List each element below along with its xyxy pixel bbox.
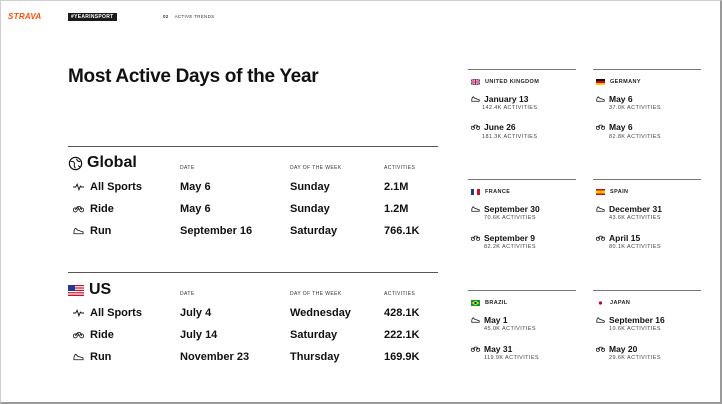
japan-card-title bbox=[596, 300, 630, 306]
shoe-icon bbox=[72, 353, 84, 361]
bike-icon bbox=[596, 346, 605, 352]
sport-label: All Sports bbox=[90, 307, 142, 319]
sport-label: Ride bbox=[90, 329, 114, 341]
pulse-icon bbox=[72, 309, 84, 317]
spain-card-divider bbox=[593, 179, 701, 180]
germany-card-title bbox=[596, 79, 641, 85]
col-header-date: DATE bbox=[180, 291, 195, 297]
year-in-sport-tag: #YEARINSPORT bbox=[68, 13, 117, 21]
brazil-ride-activities: 119.9K ACTIVITIES bbox=[484, 355, 539, 361]
col-header-date: DATE bbox=[180, 165, 195, 171]
sport-label: All Sports bbox=[90, 181, 142, 193]
country-name: SPAIN bbox=[610, 189, 629, 195]
us-heading bbox=[68, 281, 111, 299]
sport-label: Ride bbox=[90, 203, 114, 215]
uk-flag-icon bbox=[471, 79, 480, 85]
us-row-all-sports bbox=[72, 307, 142, 319]
global-row-all-sports bbox=[72, 181, 142, 193]
global-ride-dow: Sunday bbox=[290, 203, 330, 215]
pulse-icon bbox=[72, 183, 84, 191]
us-all-activities: 428.1K bbox=[384, 307, 420, 319]
brazil-ride-date: May 31 bbox=[471, 344, 512, 354]
bike-icon bbox=[596, 124, 605, 130]
us-flag-icon bbox=[68, 285, 84, 296]
country-name: JAPAN bbox=[610, 300, 631, 306]
us-ride-date: July 14 bbox=[180, 329, 218, 341]
bike-icon bbox=[471, 346, 480, 352]
us-run-date: November 23 bbox=[180, 351, 250, 363]
shoe-icon bbox=[596, 317, 605, 323]
shoe-icon bbox=[471, 96, 480, 102]
global-ride-activities: 1.2M bbox=[384, 203, 409, 215]
globe-icon bbox=[68, 156, 83, 171]
us-divider bbox=[68, 272, 438, 273]
spain-run-date: December 31 bbox=[596, 204, 662, 214]
us-row-run bbox=[72, 351, 111, 363]
col-header-activities: ACTIVITIES bbox=[384, 291, 416, 297]
france-card-title bbox=[471, 189, 510, 195]
uk-ride-date: June 26 bbox=[471, 122, 516, 132]
bike-icon bbox=[72, 205, 84, 213]
strava-logo[interactable]: STRAVA bbox=[8, 12, 42, 21]
shoe-icon bbox=[596, 96, 605, 102]
sport-label: Run bbox=[90, 351, 112, 363]
section-name: ACTIVE TRENDS bbox=[174, 14, 215, 19]
global-all-date: May 6 bbox=[180, 181, 211, 193]
global-run-date: September 16 bbox=[180, 225, 253, 237]
us-run-activities: 169.9K bbox=[384, 351, 420, 363]
country-name: UNITED KINGDOM bbox=[485, 79, 540, 85]
global-all-dow: Sunday bbox=[290, 181, 330, 193]
global-run-activities: 766.1K bbox=[384, 225, 420, 237]
country-name: FRANCE bbox=[485, 189, 511, 195]
col-header-dow: DAY OF THE WEEK bbox=[290, 291, 342, 297]
france-ride-date: September 9 bbox=[471, 233, 535, 243]
section-number: 02 bbox=[163, 14, 169, 19]
us-ride-activities: 222.1K bbox=[384, 329, 420, 341]
france-run-activities: 70.6K ACTIVITIES bbox=[484, 215, 536, 221]
germany-flag-icon bbox=[596, 79, 605, 85]
shoe-icon bbox=[72, 227, 84, 235]
japan-run-date: September 16 bbox=[596, 315, 665, 325]
france-flag-icon bbox=[471, 189, 480, 195]
uk-card-title bbox=[471, 79, 539, 85]
spain-ride-date: April 15 bbox=[596, 233, 640, 243]
uk-card-divider bbox=[468, 69, 576, 70]
japan-ride-activities: 29.6K ACTIVITIES bbox=[609, 355, 661, 361]
global-ride-date: May 6 bbox=[180, 203, 211, 215]
country-name: BRAZIL bbox=[485, 300, 508, 306]
germany-run-date: May 6 bbox=[596, 94, 633, 104]
japan-card-divider bbox=[593, 290, 701, 291]
global-run-dow: Saturday bbox=[290, 225, 338, 237]
sport-label: Run bbox=[90, 225, 112, 237]
us-ride-dow: Saturday bbox=[290, 329, 338, 341]
brazil-run-activities: 45.0K ACTIVITIES bbox=[484, 326, 536, 332]
brazil-flag-icon bbox=[471, 300, 480, 306]
page-title: Most Active Days of the Year bbox=[68, 66, 319, 87]
us-run-dow: Thursday bbox=[290, 351, 340, 363]
shoe-icon bbox=[471, 317, 480, 323]
us-row-ride bbox=[72, 329, 114, 341]
germany-run-activities: 37.0K ACTIVITIES bbox=[609, 105, 661, 111]
col-header-activities: ACTIVITIES bbox=[384, 165, 416, 171]
us-all-date: July 4 bbox=[180, 307, 212, 319]
global-all-activities: 2.1M bbox=[384, 181, 409, 193]
bike-icon bbox=[596, 235, 605, 241]
uk-run-activities: 142.4K ACTIVITIES bbox=[482, 105, 538, 111]
uk-ride-activities: 181.3K ACTIVITIES bbox=[482, 134, 538, 140]
global-divider bbox=[68, 146, 438, 147]
global-title: Global bbox=[87, 154, 137, 171]
shoe-icon bbox=[596, 206, 605, 212]
us-all-dow: Wednesday bbox=[290, 307, 351, 319]
france-card-divider bbox=[468, 179, 576, 180]
section-label bbox=[163, 14, 214, 19]
germany-ride-activities: 82.8K ACTIVITIES bbox=[609, 134, 661, 140]
spain-ride-activities: 80.1K ACTIVITIES bbox=[609, 244, 661, 250]
spain-card-title bbox=[596, 189, 628, 195]
brazil-card-divider bbox=[468, 290, 576, 291]
germany-card-divider bbox=[593, 69, 701, 70]
france-run-date: September 30 bbox=[471, 204, 540, 214]
global-row-ride bbox=[72, 203, 114, 215]
japan-run-activities: 10.6K ACTIVITIES bbox=[609, 326, 661, 332]
global-heading bbox=[68, 154, 137, 172]
spain-flag-icon bbox=[596, 189, 605, 195]
uk-run-date: January 13 bbox=[471, 94, 528, 104]
shoe-icon bbox=[471, 206, 480, 212]
bike-icon bbox=[471, 124, 480, 130]
country-name: GERMANY bbox=[610, 79, 641, 85]
germany-ride-date: May 6 bbox=[596, 122, 633, 132]
us-title: US bbox=[89, 281, 112, 298]
bike-icon bbox=[72, 331, 84, 339]
global-row-run bbox=[72, 225, 111, 237]
brazil-run-date: May 1 bbox=[471, 315, 508, 325]
japan-flag-icon bbox=[596, 300, 605, 306]
japan-ride-date: May 20 bbox=[596, 344, 637, 354]
spain-run-activities: 43.6K ACTIVITIES bbox=[609, 215, 661, 221]
col-header-dow: DAY OF THE WEEK bbox=[290, 165, 342, 171]
brazil-card-title bbox=[471, 300, 508, 306]
france-ride-activities: 82.2K ACTIVITIES bbox=[484, 244, 536, 250]
bike-icon bbox=[471, 235, 480, 241]
